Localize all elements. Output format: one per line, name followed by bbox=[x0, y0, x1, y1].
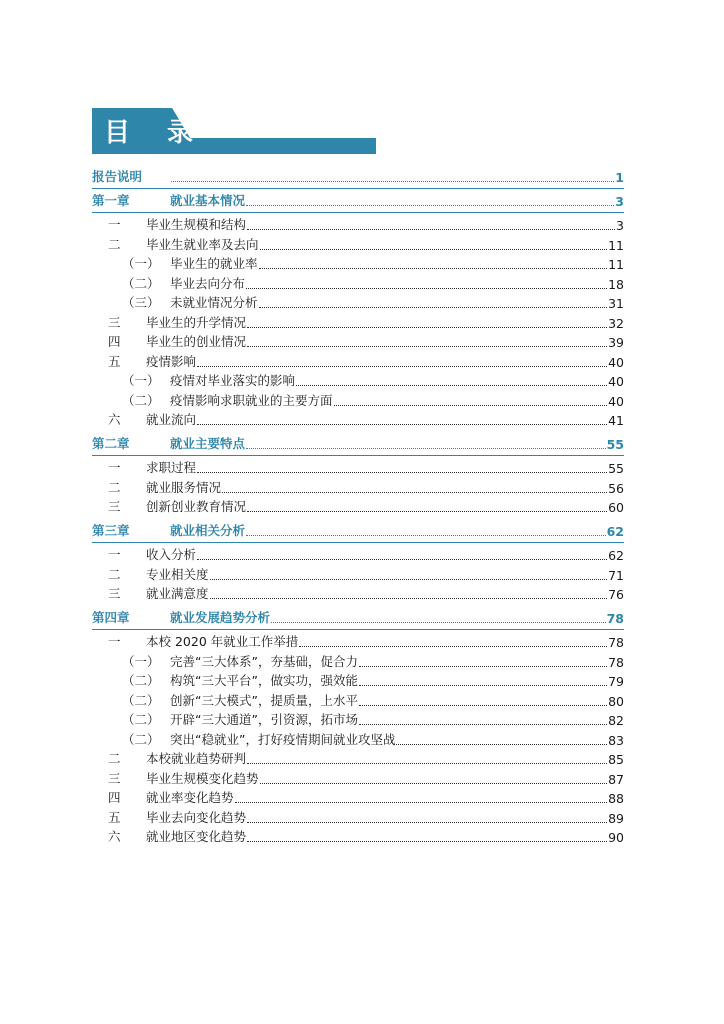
toc-entry-number: （二） bbox=[122, 731, 160, 747]
table-of-contents bbox=[92, 168, 624, 845]
toc-entry-page: 11 bbox=[608, 237, 624, 253]
toc-entry-page: 55 bbox=[606, 437, 624, 452]
toc-entry-label: 就业相关分析 bbox=[170, 523, 246, 538]
toc-entry[interactable] bbox=[92, 828, 624, 845]
toc-entry-label: 就业率变化趋势 bbox=[146, 790, 234, 805]
dot-leader bbox=[247, 346, 607, 347]
dot-leader bbox=[359, 705, 607, 706]
dot-leader bbox=[247, 327, 607, 328]
toc-entry[interactable] bbox=[92, 653, 624, 670]
toc-entry-number: 四 bbox=[108, 790, 121, 805]
dot-leader bbox=[210, 579, 608, 580]
toc-entry-label: 求职过程 bbox=[146, 460, 197, 475]
toc-entry-number: 三 bbox=[108, 499, 121, 514]
dot-leader bbox=[299, 646, 607, 647]
toc-entry-page: 85 bbox=[608, 752, 624, 767]
toc-entry[interactable] bbox=[92, 372, 624, 389]
toc-entry-label: 毕业生规模和结构 bbox=[146, 217, 247, 232]
toc-entry-number: 二 bbox=[108, 751, 121, 766]
toc-chapter-entry[interactable] bbox=[92, 522, 624, 539]
dot-leader bbox=[247, 763, 607, 764]
dot-leader bbox=[247, 229, 615, 230]
toc-entry[interactable] bbox=[92, 692, 624, 709]
toc-entry-label: 疫情影响求职就业的主要方面 bbox=[170, 392, 333, 408]
dot-leader bbox=[247, 841, 607, 842]
dot-leader bbox=[396, 744, 607, 745]
toc-entry[interactable] bbox=[92, 546, 624, 563]
toc-entry-number: 六 bbox=[108, 412, 121, 427]
toc-entry-page: 88 bbox=[608, 791, 624, 806]
chapter-spacer bbox=[92, 515, 624, 518]
dot-leader bbox=[296, 385, 607, 386]
toc-entry-page: 89 bbox=[608, 810, 624, 826]
toc-entry-label: 本校就业趋势研判 bbox=[146, 751, 247, 766]
toc-entry-page: 76 bbox=[608, 587, 624, 602]
toc-entry-label: 毕业生就业率及去向 bbox=[146, 236, 259, 252]
chapter-divider bbox=[92, 455, 624, 456]
toc-entry-page: 40 bbox=[608, 374, 624, 389]
toc-entry-number: 四 bbox=[108, 334, 121, 349]
toc-entry-label: 就业满意度 bbox=[146, 586, 209, 601]
toc-entry-label: 本校 2020 年就业工作举措 bbox=[146, 634, 299, 649]
toc-entry-number: 第三章 bbox=[92, 523, 130, 538]
toc-entry-label: 就业主要特点 bbox=[170, 436, 246, 451]
toc-entry-number: （二） bbox=[122, 673, 160, 688]
toc-entry-label: 报告说明 bbox=[92, 169, 143, 184]
toc-entry-page: 62 bbox=[608, 548, 624, 563]
toc-entry-page: 60 bbox=[608, 500, 624, 515]
toc-entry-page: 79 bbox=[608, 674, 624, 689]
toc-entry-number: 一 bbox=[108, 217, 121, 232]
toc-entry-number: 一 bbox=[108, 634, 121, 649]
toc-entry-number: （二） bbox=[122, 392, 160, 408]
toc-entry-label: 创新“三大模式”，提质量，上水平 bbox=[170, 692, 358, 708]
toc-chapter-entry[interactable] bbox=[92, 168, 624, 185]
toc-entry-page: 56 bbox=[608, 480, 624, 496]
toc-entry[interactable] bbox=[92, 750, 624, 767]
toc-entry-label: 收入分析 bbox=[146, 547, 197, 562]
toc-entry-number: （二） bbox=[122, 275, 160, 291]
toc-entry[interactable] bbox=[92, 275, 624, 292]
toc-entry[interactable] bbox=[92, 392, 624, 409]
toc-entry-number: 六 bbox=[108, 829, 121, 844]
toc-entry-label: 开辟“三大通道”，引资源，拓市场 bbox=[170, 712, 358, 727]
dot-leader bbox=[210, 598, 608, 599]
toc-entry-label: 疫情对毕业落实的影响 bbox=[170, 373, 296, 388]
toc-entry-label: 创新创业教育情况 bbox=[146, 499, 247, 514]
toc-entry-number: 第二章 bbox=[92, 436, 130, 451]
toc-entry-number: （一） bbox=[122, 256, 160, 271]
chapter-divider bbox=[92, 542, 624, 543]
toc-entry-page: 18 bbox=[608, 276, 624, 292]
toc-entry-page: 31 bbox=[608, 296, 624, 311]
toc-entry-number: 二 bbox=[108, 566, 121, 582]
toc-entry[interactable] bbox=[92, 236, 624, 253]
toc-entry-label: 毕业去向分布 bbox=[170, 275, 246, 291]
toc-entry[interactable] bbox=[92, 255, 624, 272]
chapter-spacer bbox=[92, 602, 624, 605]
toc-entry-label: 就业基本情况 bbox=[170, 193, 246, 208]
chapter-divider bbox=[92, 629, 624, 630]
toc-title: 目 录 bbox=[104, 118, 208, 148]
toc-entry[interactable] bbox=[92, 411, 624, 428]
toc-entry-label: 突出“稳就业”，打好疫情期间就业攻坚战 bbox=[170, 731, 396, 747]
toc-entry[interactable] bbox=[92, 353, 624, 370]
dot-leader bbox=[334, 405, 608, 406]
dot-leader bbox=[246, 205, 614, 206]
toc-chapter-entry[interactable] bbox=[92, 435, 624, 452]
toc-entry-number: （一） bbox=[122, 653, 160, 669]
toc-entry[interactable] bbox=[92, 809, 624, 826]
toc-entry-page: 90 bbox=[608, 830, 624, 845]
toc-entry-number: （一） bbox=[122, 373, 160, 388]
toc-entry-page: 32 bbox=[608, 315, 624, 331]
chapter-spacer bbox=[92, 428, 624, 431]
toc-entry-number: 二 bbox=[108, 479, 121, 495]
toc-entry-number: 二 bbox=[108, 236, 121, 252]
toc-entry-page: 83 bbox=[608, 732, 624, 748]
toc-entry-number: 五 bbox=[108, 809, 121, 825]
toc-entry-page: 78 bbox=[608, 635, 624, 650]
dot-leader bbox=[235, 802, 608, 803]
toc-entry-page: 78 bbox=[608, 654, 624, 670]
toc-entry-number: （二） bbox=[122, 712, 160, 727]
dot-leader bbox=[197, 472, 607, 473]
toc-entry-number: 一 bbox=[108, 547, 121, 562]
toc-entry-label: 就业服务情况 bbox=[146, 479, 222, 495]
toc-entry-label: 毕业生的创业情况 bbox=[146, 334, 247, 349]
dot-leader bbox=[246, 288, 607, 289]
dot-leader bbox=[259, 307, 608, 308]
toc-entry-page: 78 bbox=[606, 611, 624, 626]
dot-leader bbox=[197, 559, 607, 560]
toc-entry-page: 3 bbox=[616, 218, 624, 233]
dot-leader bbox=[247, 822, 607, 823]
toc-entry[interactable] bbox=[92, 770, 624, 787]
toc-entry-page: 82 bbox=[608, 713, 624, 728]
toc-entry-number: （三） bbox=[122, 295, 160, 310]
toc-entry-page: 40 bbox=[608, 393, 624, 409]
toc-entry-label: 就业地区变化趋势 bbox=[146, 829, 247, 844]
toc-entry-label: 毕业生规模变化趋势 bbox=[146, 770, 259, 786]
toc-entry-page: 3 bbox=[615, 194, 624, 209]
toc-entry-page: 41 bbox=[608, 413, 624, 428]
toc-header-banner bbox=[92, 106, 376, 156]
dot-leader bbox=[259, 268, 608, 269]
toc-entry-label: 专业相关度 bbox=[146, 566, 209, 582]
toc-entry-number: （二） bbox=[122, 692, 160, 708]
toc-entry[interactable] bbox=[92, 731, 624, 748]
toc-entry-page: 39 bbox=[608, 335, 624, 350]
dot-leader bbox=[359, 685, 607, 686]
toc-entry-label: 疫情影响 bbox=[146, 353, 197, 369]
toc-chapter-entry[interactable] bbox=[92, 192, 624, 209]
toc-entry-label: 构筑“三大平台”，做实功，强效能 bbox=[170, 673, 358, 688]
toc-entry[interactable] bbox=[92, 294, 624, 311]
dot-leader bbox=[260, 783, 608, 784]
toc-entry[interactable] bbox=[92, 633, 624, 650]
toc-entry[interactable] bbox=[92, 789, 624, 806]
chapter-divider bbox=[92, 188, 624, 189]
dot-leader bbox=[260, 249, 608, 250]
toc-entry[interactable] bbox=[92, 216, 624, 233]
dot-leader bbox=[359, 666, 607, 667]
toc-entry-label: 毕业去向变化趋势 bbox=[146, 809, 247, 825]
dot-leader bbox=[197, 424, 607, 425]
dot-leader bbox=[359, 724, 607, 725]
toc-entry-number: 一 bbox=[108, 460, 121, 475]
dot-leader bbox=[271, 622, 606, 623]
toc-chapter-entry[interactable] bbox=[92, 609, 624, 626]
toc-entry-label: 完善“三大体系”，夯基础，促合力 bbox=[170, 653, 358, 669]
toc-entry-page: 80 bbox=[608, 693, 624, 709]
toc-entry-number: 第四章 bbox=[92, 610, 130, 625]
dot-leader bbox=[171, 181, 614, 182]
toc-entry[interactable] bbox=[92, 498, 624, 515]
toc-entry[interactable] bbox=[92, 566, 624, 583]
toc-entry[interactable] bbox=[92, 314, 624, 331]
toc-entry-page: 71 bbox=[608, 567, 624, 583]
dot-leader bbox=[197, 366, 607, 367]
toc-entry-label: 毕业生的就业率 bbox=[170, 256, 258, 271]
chapter-divider bbox=[92, 212, 624, 213]
toc-entry[interactable] bbox=[92, 672, 624, 689]
toc-entry[interactable] bbox=[92, 459, 624, 476]
toc-entry-page: 55 bbox=[608, 461, 624, 476]
toc-entry-number: 三 bbox=[108, 586, 121, 601]
toc-entry-page: 11 bbox=[608, 257, 624, 272]
toc-entry-page: 1 bbox=[615, 170, 624, 185]
toc-entry[interactable] bbox=[92, 333, 624, 350]
toc-entry-number: 三 bbox=[108, 770, 121, 786]
toc-entry[interactable] bbox=[92, 711, 624, 728]
toc-entry-number: 三 bbox=[108, 314, 121, 330]
dot-leader bbox=[222, 492, 607, 493]
toc-entry-label: 就业发展趋势分析 bbox=[170, 610, 271, 625]
toc-entry[interactable] bbox=[92, 479, 624, 496]
toc-entry-page: 40 bbox=[608, 354, 624, 370]
toc-entry-label: 毕业生的升学情况 bbox=[146, 314, 247, 330]
dot-leader bbox=[247, 511, 607, 512]
toc-entry-number: 第一章 bbox=[92, 193, 130, 208]
dot-leader bbox=[246, 448, 606, 449]
toc-entry-label: 就业流向 bbox=[146, 412, 197, 427]
dot-leader bbox=[246, 535, 606, 536]
toc-entry-page: 62 bbox=[606, 524, 624, 539]
toc-entry-label: 未就业情况分析 bbox=[170, 295, 258, 310]
toc-entry-page: 87 bbox=[608, 771, 624, 787]
toc-entry[interactable] bbox=[92, 585, 624, 602]
toc-entry-number: 五 bbox=[108, 353, 121, 369]
